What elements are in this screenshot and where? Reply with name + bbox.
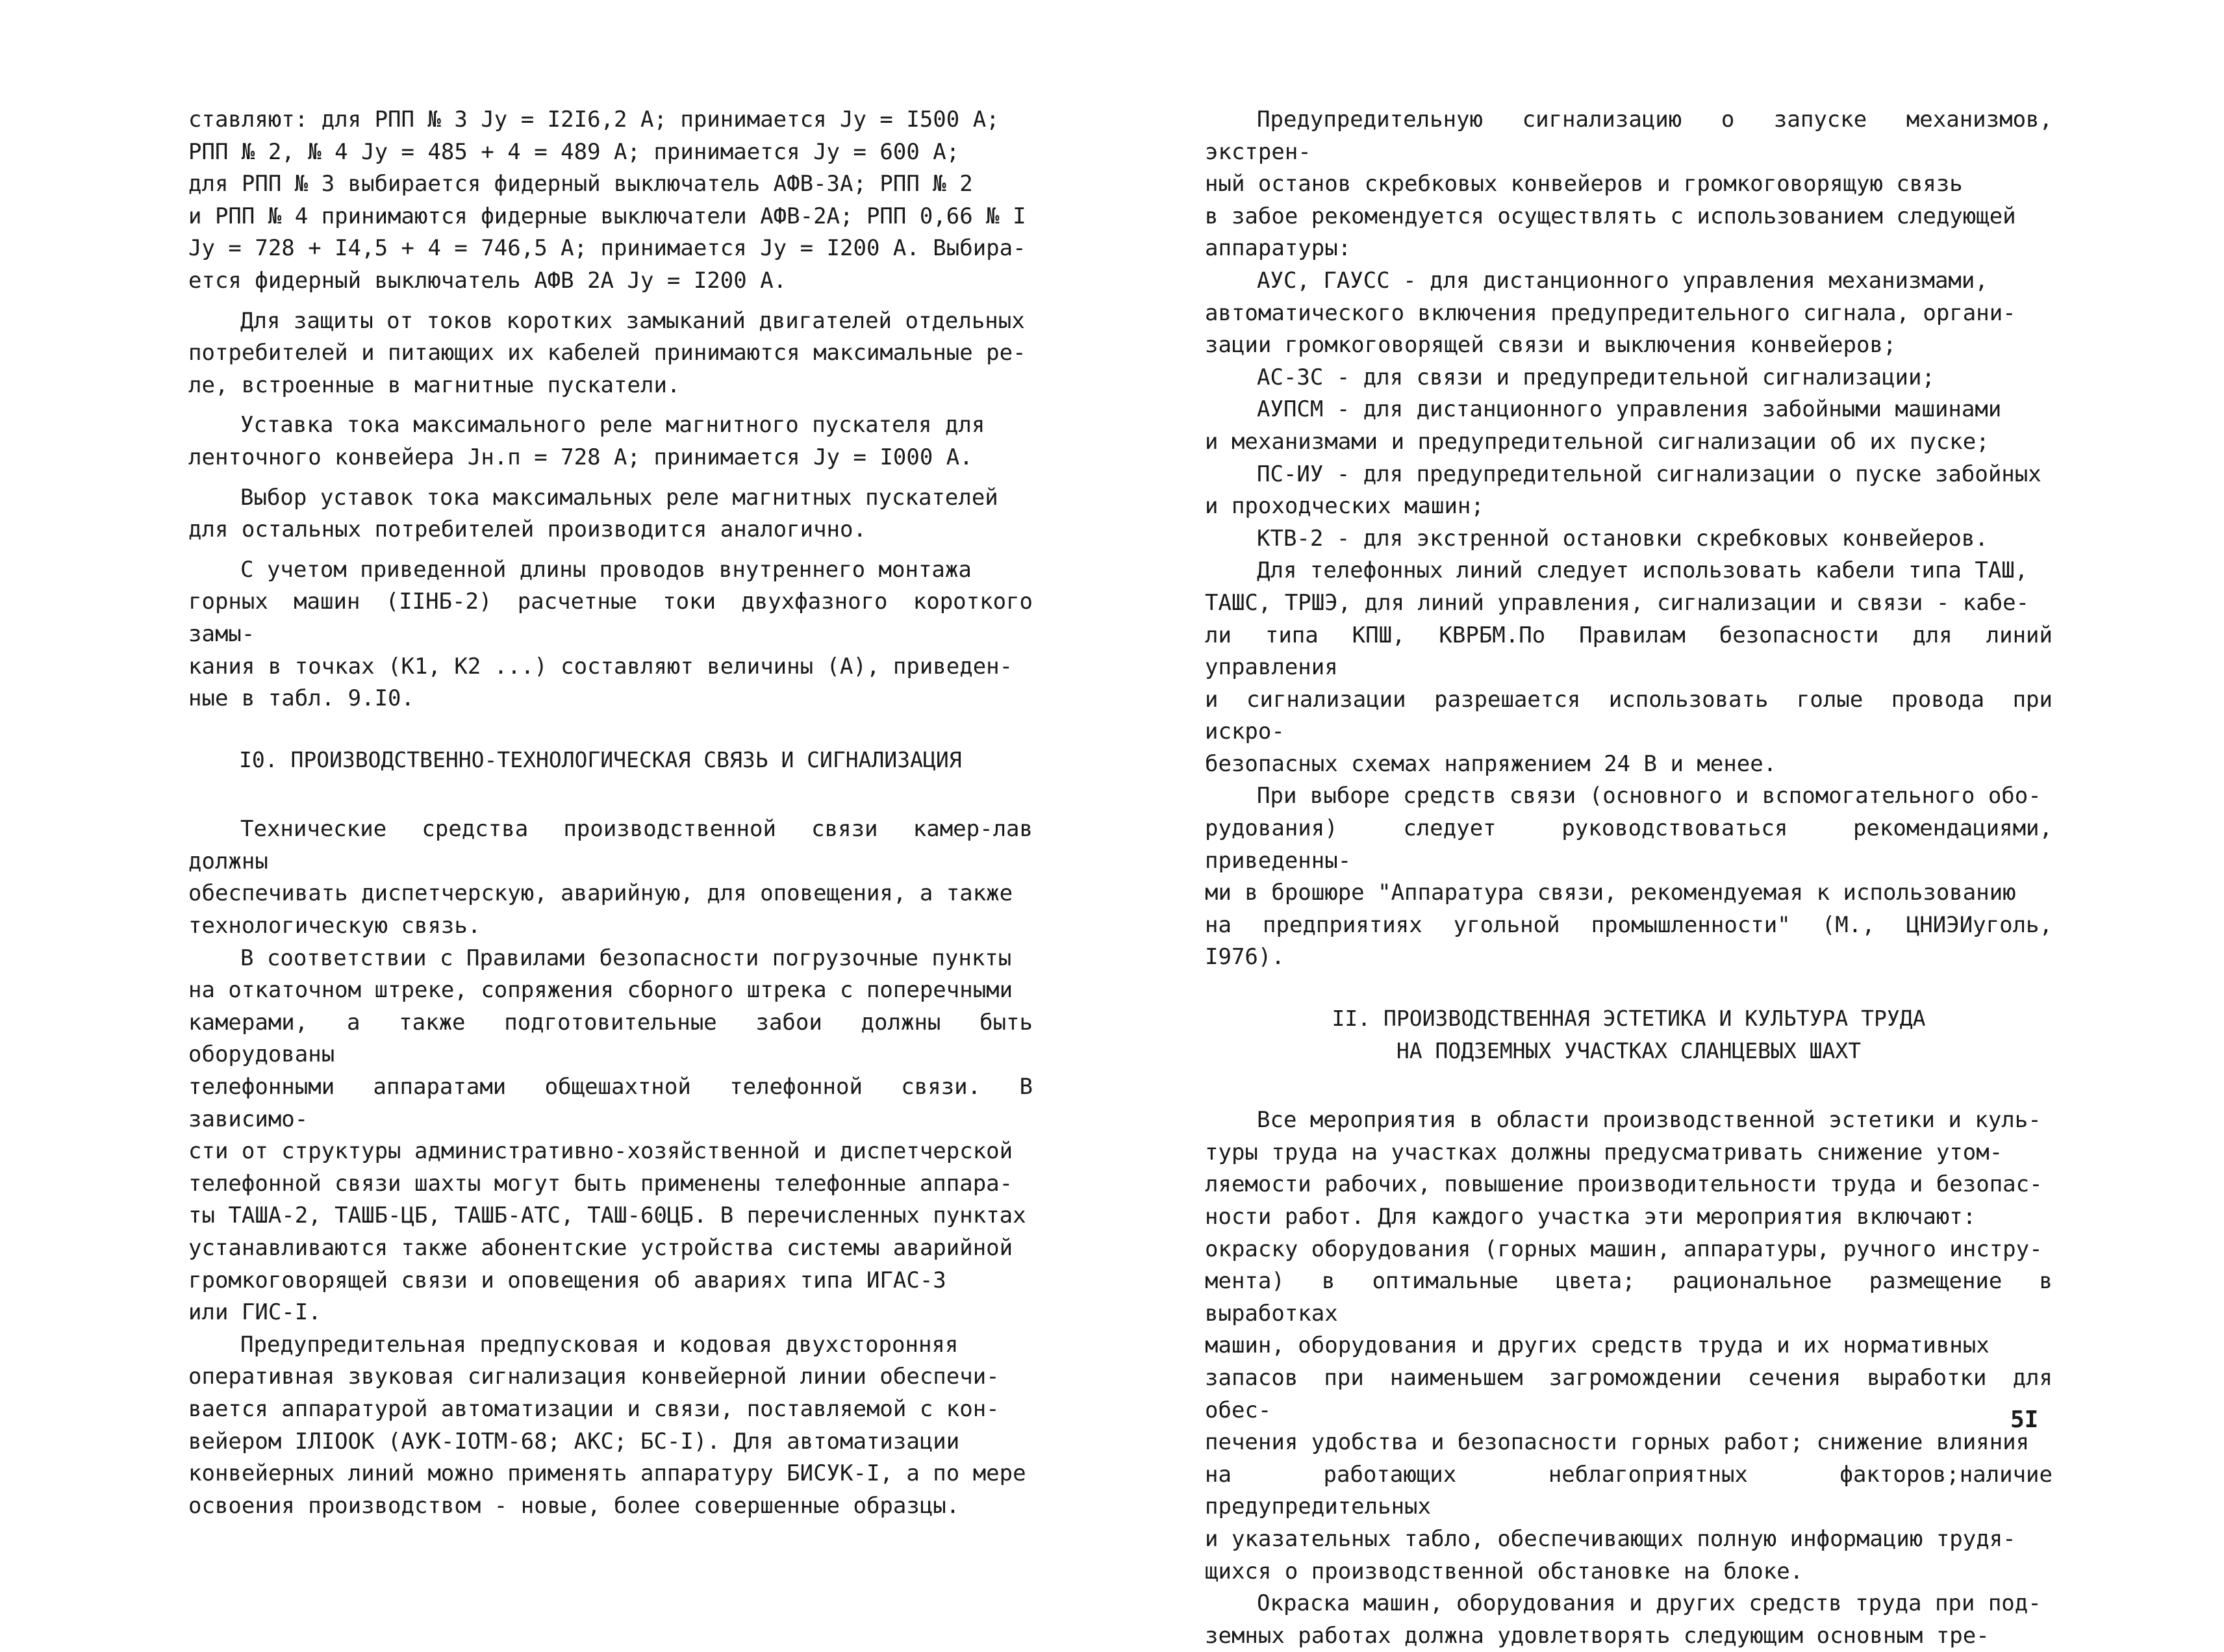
paragraph-safety-rules-phones: В соответствии с Правилами безопасности погрузочные пункты на откаточном штреке, сопряжения сборного штрека с поперечными камерами, а также подготовительные забои должны быть оборудованы телефонными аппаратами общешахтной телефонной связи. В зависимо- сти от структуры административно-хозяйственной и диспетчерской телефонной связи шахты могут быть применены телефонные аппара- ты ТАША-2, ТАШБ-ЦБ, ТАШБ-АТС, ТАШ-60ЦБ. В перечисленных пунктах устанавливаются также абонентские устройства системы аварийной громкоговорящей связи и оповещения об авариях типа ИГАС-3 или ГИС-I. (188, 945, 1033, 1326)
paragraph-machine-painting: Окраска машин, оборудования и других средств труда при под- земных работах должна удовлетворять следующим основным тре- (1205, 1590, 2041, 1649)
paragraph-rpp-currents: ставляют: для РПП № 3 Jу = I2I6,2 А; принимается Jу = I500 А; РПП № 2, № 4 Jу = 485 + 4 = 489 А; принимается Jу = 600 А; для РПП № 3 выбирается фидерный выключатель АФВ-3А; РПП № 2 и РПП № 4 принимаются фидерные выключатели АФВ-2А; РПП 0,66 № I Jу = 728 + I4,5 + 4 = 746,5 А; принимается Jу = I200 А. Выбира- ется фидерный выключатель АФВ 2А Jу = I200 А. (188, 107, 1026, 294)
paragraph-ps-iu: ПС-ИУ - для предупредительной сигнализации о пуске забойных и проходческих машин; (1205, 461, 2041, 520)
left-page (188, 104, 1033, 1522)
paragraph-aus-gauss: АУС, ГАУСС - для дистанционного управления механизмами, автоматического включения предупредительного сигнала, органи- зации громкоговорящей связи и выключения конвейеров; (1205, 267, 2016, 359)
paragraph-warning-signalling: Предупредительную сигнализацию о запуске механизмов, экстрен- ный останов скребковых конвейеров и громкоговорящую связь в забое рекомендуется осуществлять с использованием следующей аппаратуры: (1205, 107, 2053, 262)
paragraph-equipment-choice: При выборе средств связи (основного и вспомогательного обо- рудования) следует руководствоваться рекомендациями, приведенны- ми в брошюре "Аппаратура связи, рекомендуемая к использованию на предприятиях угольной промышленности" (М., ЦНИЭИуголь, I976). (1205, 783, 2053, 971)
section-heading-11: II. ПРОИЗВОДСТВЕННАЯ ЭСТЕТИКА И КУЛЬТУРА ТРУДА НА ПОДЗЕМНЫХ УЧАСТКАХ СЛАНЦЕВЫХ ШАХТ (1332, 1006, 1926, 1063)
paragraph-conveyor-signalling: Предупредительная предпусковая и кодовая двухсторонняя оперативная звуковая сигнализация конвейерной линии обеспечи- вается аппаратурой автоматизации и связи, поставляемой с кон- вейером IЛIООК (АУК-IОТМ-68; АКС; БС-I). Для автоматизации конвейерных линий можно применять аппаратуру БИСУК-I, а по мере освоения производством - новые, более совершенные образцы. (188, 1331, 1026, 1519)
page-number: 5I (2010, 1406, 2039, 1433)
paragraph-two-phase-currents: С учетом приведенной длины проводов внутреннего монтажа горных машин (IIНБ-2) расчетные токи двухфазного короткого замы- кания в точках (K1, K2 ...) составляют величины (А), приведен- ные в табл. 9.I0. (188, 556, 1033, 712)
paragraph-ktv-2: КТВ-2 - для экстренной остановки скребковых конвейеров. (1257, 525, 1988, 552)
paragraph-short-circuit-protection: Для защиты от токов коротких замыканий двигателей отдельных потребителей и питающих их кабелей принимаются максимальные ре- ле, встроенные в магнитные пускатели. (188, 307, 1026, 398)
paragraph-communication-means: Технические средства производственной связи камер-лав должны обеспечивать диспетчерскую, аварийную, для оповещения, а также технологическую связь. (188, 816, 1033, 939)
paragraph-aupsm: АУПСМ - для дистанционного управления забойными машинами и механизмами и предупредительной сигнализации об их пуске; (1205, 396, 2002, 455)
paragraph-as-3s: АС-3С - для связи и предупредительной сигнализации; (1257, 364, 1935, 390)
paragraph-aesthetics-measures: Все мероприятия в области производственной эстетики и куль- туры труда на участках должны предусматривать снижение утом- ляемости рабочих, повышение производительности труда и безопас- ности работ. Для каждого участка эти мероприятия включают: окраску оборудования (горных машин, аппаратуры, ручного инстру- мента) в оптимальные цвета; рациональное размещение в выработках машин, оборудования и других средств труда и их нормативных запасов при наименьшем загромождении сечения выработки для обес- печения удобства и безопасности горных работ; снижение влияния на работающих неблагоприятных факторов;наличие предупредительных и указательных табло, обеспечивающих полную информацию трудя- щихся о производственной обстановке на блоке. (1205, 1107, 2053, 1584)
section-heading-10: I0. ПРОИЗВОДСТВЕННО-ТЕХНОЛОГИЧЕСКАЯ СВЯЗЬ И СИГНАЛИЗАЦИЯ (239, 746, 962, 772)
right-page (1205, 104, 2053, 1652)
paragraph-telephone-cables: Для телефонных линий следует использовать кабели типа ТАШ, ТАШС, ТРШЭ, для линий управления, сигнализации и связи - кабе- ли типа КПШ, КВРБМ.По Правилам безопасности для линий управления и сигнализации разрешается использовать голые провода при искро- безопасных схемах напряжением 24 В и менее. (1205, 557, 2053, 777)
paragraph-other-consumers: Выбор уставок тока максимальных реле магнитных пускателей для остальных потребителей производится аналогично. (188, 484, 998, 543)
paragraph-relay-setting: Уставка тока максимального реле магнитного пускателя для ленточного конвейера Jн.п = 728 А; принимается Jу = I000 А. (188, 412, 985, 470)
